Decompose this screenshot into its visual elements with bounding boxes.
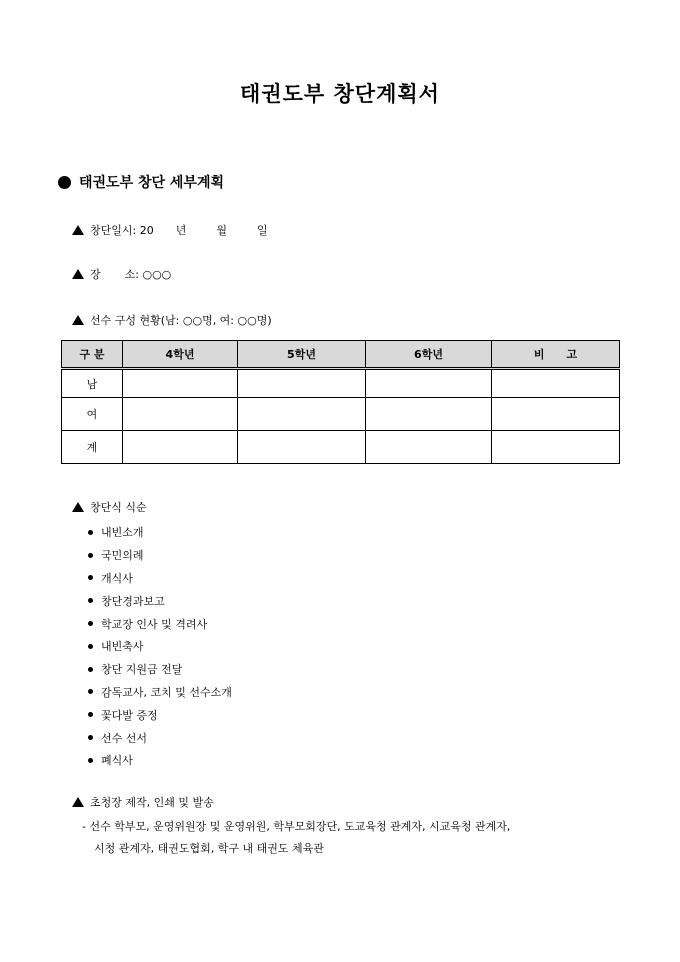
date-label: 창단일시: 20 <box>90 224 154 237</box>
bullet-icon <box>88 621 93 626</box>
triangle-icon <box>72 502 84 512</box>
table-cell <box>366 398 492 431</box>
triangle-icon <box>72 315 84 325</box>
list-item-text: 학교장 인사 및 격려사 <box>101 617 208 631</box>
place-label-a: 장 <box>90 268 101 281</box>
table-cell <box>492 398 620 431</box>
list-item <box>88 635 232 658</box>
invitation-title: 초청장 제작, 인쇄 및 발송 <box>90 796 214 809</box>
day-unit: 일 <box>257 224 268 237</box>
bullet-icon <box>88 598 93 603</box>
table-cell <box>123 369 238 398</box>
list-item <box>88 521 232 544</box>
table-cell <box>492 431 620 464</box>
list-item-text: 개식사 <box>101 571 133 585</box>
ceremony-title-row <box>72 499 147 515</box>
list-item-text: 창단 지원금 전달 <box>101 663 183 677</box>
table-cell <box>492 369 620 398</box>
list-item <box>88 612 232 635</box>
table-cell <box>123 431 238 464</box>
header-grade-6: 6학년 <box>366 341 492 369</box>
bullet-icon <box>88 667 93 672</box>
header-grade-5: 5학년 <box>238 341 366 369</box>
month-unit: 월 <box>216 224 227 237</box>
bullet-icon <box>88 735 93 740</box>
table-cell <box>366 431 492 464</box>
header-category: 구 분 <box>62 341 123 369</box>
roster-table <box>61 340 620 464</box>
bullet-icon <box>88 689 93 694</box>
roster-title-row <box>72 312 272 328</box>
row-label: 계 <box>62 431 123 464</box>
list-item <box>88 726 232 749</box>
list-item <box>88 567 232 590</box>
invitation-recipients <box>82 816 630 860</box>
list-item-text: 감독교사, 코치 및 선수소개 <box>101 685 232 699</box>
list-item-text: 내빈소개 <box>101 526 144 540</box>
list-item <box>88 703 232 726</box>
triangle-icon <box>72 225 84 235</box>
list-item <box>88 681 232 704</box>
recipients-line-2: 시청 관계자, 태권도협회, 학구 내 태권도 체육관 <box>94 842 324 855</box>
table-cell <box>238 431 366 464</box>
table-cell <box>366 369 492 398</box>
table-row <box>62 431 620 464</box>
table-cell <box>238 369 366 398</box>
list-item-text: 내빈축사 <box>101 640 144 654</box>
date-row <box>72 222 268 238</box>
section-heading-text: 태권도부 창단 세부계획 <box>79 175 224 191</box>
list-item <box>88 749 232 772</box>
list-item-text: 선수 선서 <box>101 731 148 745</box>
table-cell <box>238 398 366 431</box>
bullet-icon <box>88 712 93 717</box>
table-row <box>62 398 620 431</box>
row-label: 여 <box>62 398 123 431</box>
ceremony-title: 창단식 식순 <box>90 501 147 514</box>
header-remarks: 비 고 <box>492 341 620 369</box>
place-row <box>72 266 171 282</box>
bullet-icon <box>88 644 93 649</box>
document-title: 태권도부 창단계획서 <box>240 81 440 106</box>
list-item-text: 폐식사 <box>101 754 133 768</box>
list-item <box>88 544 232 567</box>
table-header-row <box>62 341 620 369</box>
table-cell <box>123 398 238 431</box>
filled-circle-icon <box>58 176 71 189</box>
invitation-title-row <box>72 794 214 810</box>
place-label-b: 소: ○○○ <box>124 268 172 281</box>
section-heading <box>58 172 224 192</box>
year-unit: 년 <box>175 224 187 237</box>
row-label: 남 <box>62 369 123 398</box>
header-grade-4: 4학년 <box>123 341 238 369</box>
roster-title: 선수 구성 현황(남: ○○명, 여: ○○명) <box>90 314 272 327</box>
list-item <box>88 589 232 612</box>
bullet-icon <box>88 530 93 535</box>
list-item <box>88 658 232 681</box>
bullet-icon <box>88 553 93 558</box>
table-row <box>62 369 620 398</box>
triangle-icon <box>72 797 84 807</box>
ceremony-list <box>88 521 232 772</box>
bullet-icon <box>88 758 93 763</box>
list-item-text: 국민의례 <box>101 549 144 563</box>
list-item-text: 꽃다발 증정 <box>101 708 158 722</box>
triangle-icon <box>72 269 84 279</box>
list-item-text: 창단경과보고 <box>101 594 165 608</box>
recipients-line-1: - 선수 학부모, 운영위원장 및 운영위원, 학부모회장단, 도교육청 관계자, 시교육청 관계자, <box>82 820 511 833</box>
bullet-icon <box>88 575 93 580</box>
